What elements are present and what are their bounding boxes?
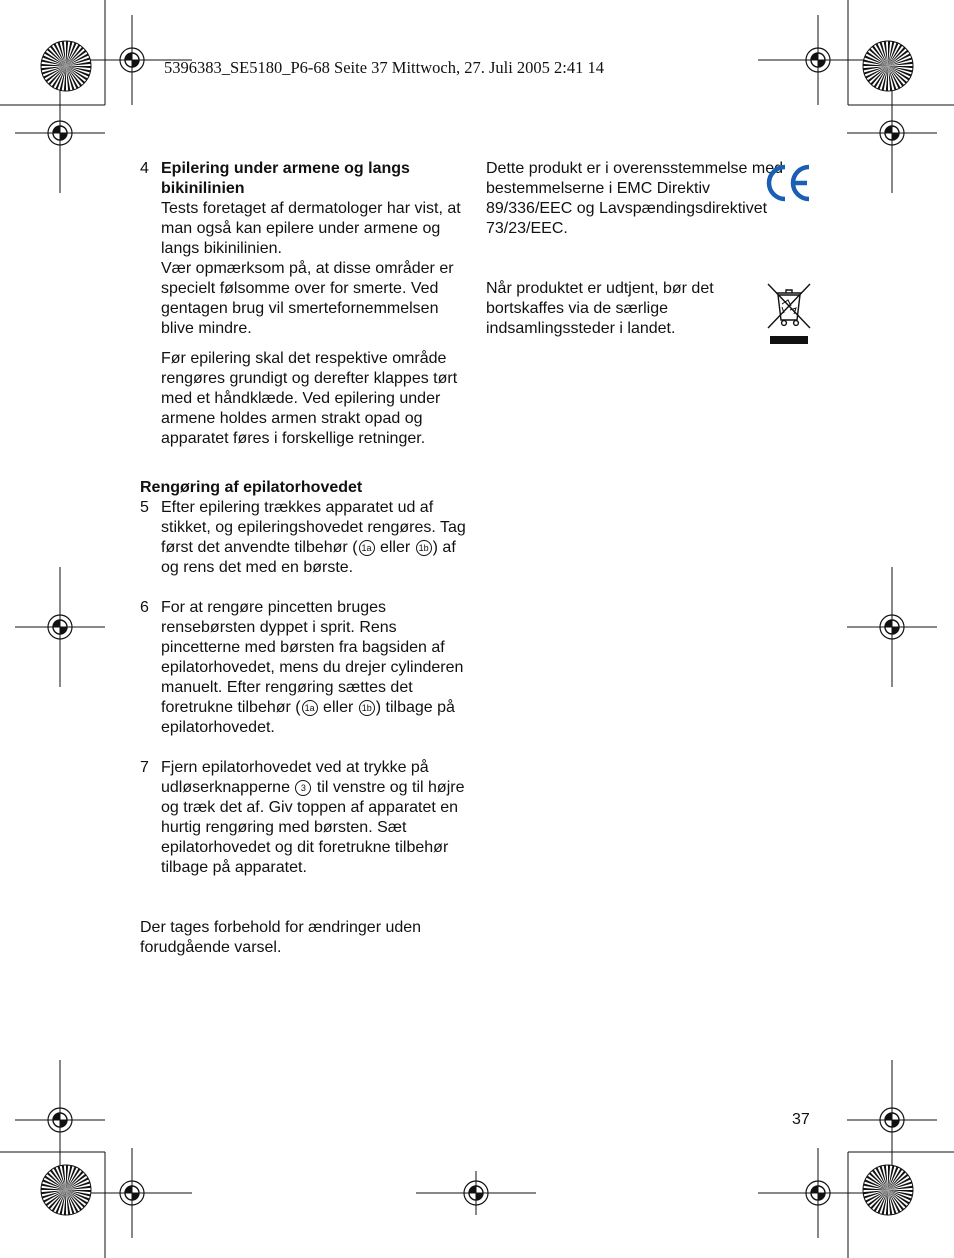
item-text: eller xyxy=(318,699,358,716)
instruction-item-7 xyxy=(140,758,470,878)
registration-mark-icon xyxy=(758,1148,878,1238)
item-number: 4 xyxy=(140,160,149,177)
item-text: For at rengøre pincetten bruges rensebørsten dyppet i sprit. Rens pincetterne med børsten fra bagsiden af epilatorhovedet, mens du drejer cylinderen manuelt. Efter rengøring sættes det foretrukne tilbehør ( xyxy=(161,599,464,716)
registration-mark-icon xyxy=(416,1171,536,1215)
item-text: Efter epilering trækkes apparatet ud af stikket, og epileringshovedet rengøres. Tag først det anvendte tilbehør ( xyxy=(161,499,466,556)
instruction-item-4 xyxy=(140,159,470,449)
item-text: ) af og rens det med en børste. xyxy=(161,539,456,576)
figure-reference-1b: 1b xyxy=(416,540,432,556)
registration-mark-icon xyxy=(15,567,105,687)
registration-mark-icon xyxy=(15,73,105,193)
left-column xyxy=(140,159,470,958)
registration-mark-icon xyxy=(15,1060,105,1180)
disposal-text: Når produktet er udtjent, bør det bortskaffes via de særlige indsamlingssteder i landet. xyxy=(486,280,714,337)
item-text: til venstre og til højre og træk det af. Giv toppen af apparatet en hurtig rengøring med børsten. Sæt epilatorhovedet og dit foretrukne tilbehør tilbage på apparatet. xyxy=(161,779,465,876)
disclaimer-text: Der tages forbehold for ændringer uden forudgående varsel. xyxy=(140,919,422,956)
figure-reference-3: 3 xyxy=(295,780,311,796)
figure-reference-1a: 1a xyxy=(359,540,375,556)
figure-reference-1a: 1a xyxy=(302,700,318,716)
star-target-icon xyxy=(863,1165,913,1215)
print-slug-line: 5396383_SE5180_P6-68 Seite 37 Mittwoch, 27. Juli 2005 2:41 14 xyxy=(164,58,605,77)
star-target-icon xyxy=(41,41,91,91)
instruction-item-6 xyxy=(140,598,470,738)
instruction-item-5 xyxy=(140,498,470,578)
section-title-epilation-areas: Epilering under armene og langs bikinilinien xyxy=(161,160,410,197)
paragraph: Vær opmærksom på, at disse områder er specielt følsomme over for smerte. Ved gentagen brug vil smertefornemmelsen blive mindre. xyxy=(161,260,454,337)
item-number: 5 xyxy=(140,499,149,516)
ce-mark-icon xyxy=(764,162,812,204)
ce-conformity-text: Dette produkt er i overensstemmelse med bestemmelserne i EMC Direktiv 89/336/EEC og Lavspændingsdirektivet 73/23/EEC. xyxy=(486,160,784,237)
paragraph: Tests foretaget af dermatologer har vist, at man også kan epilere under armene og langs bikinilinien. xyxy=(161,200,461,257)
item-number: 6 xyxy=(140,599,149,616)
registration-mark-icon xyxy=(847,567,937,687)
registration-mark-icon xyxy=(847,1060,937,1180)
figure-reference-1b: 1b xyxy=(359,700,375,716)
star-target-icon xyxy=(863,41,913,91)
item-text: Fjern epilatorhovedet ved at trykke på udløserknapperne xyxy=(161,759,429,796)
star-target-icon xyxy=(41,1165,91,1215)
section-heading-cleaning: Rengøring af epilatorhovedet xyxy=(140,479,363,496)
crossed-out-wheelie-bin-icon xyxy=(766,282,812,346)
item-number: 7 xyxy=(140,759,149,776)
registration-mark-icon xyxy=(758,15,878,105)
item-text: ) tilbage på epilatorhovedet. xyxy=(161,699,455,736)
page-number: 37 xyxy=(792,1111,810,1128)
item-text: eller xyxy=(375,539,415,556)
paragraph: Før epilering skal det respektive område rengøres grundigt og derefter klappes tørt med et håndklæde. Ved epilering under armene holdes armen strakt opad og apparatet føres i forskellige retninger. xyxy=(161,350,458,447)
